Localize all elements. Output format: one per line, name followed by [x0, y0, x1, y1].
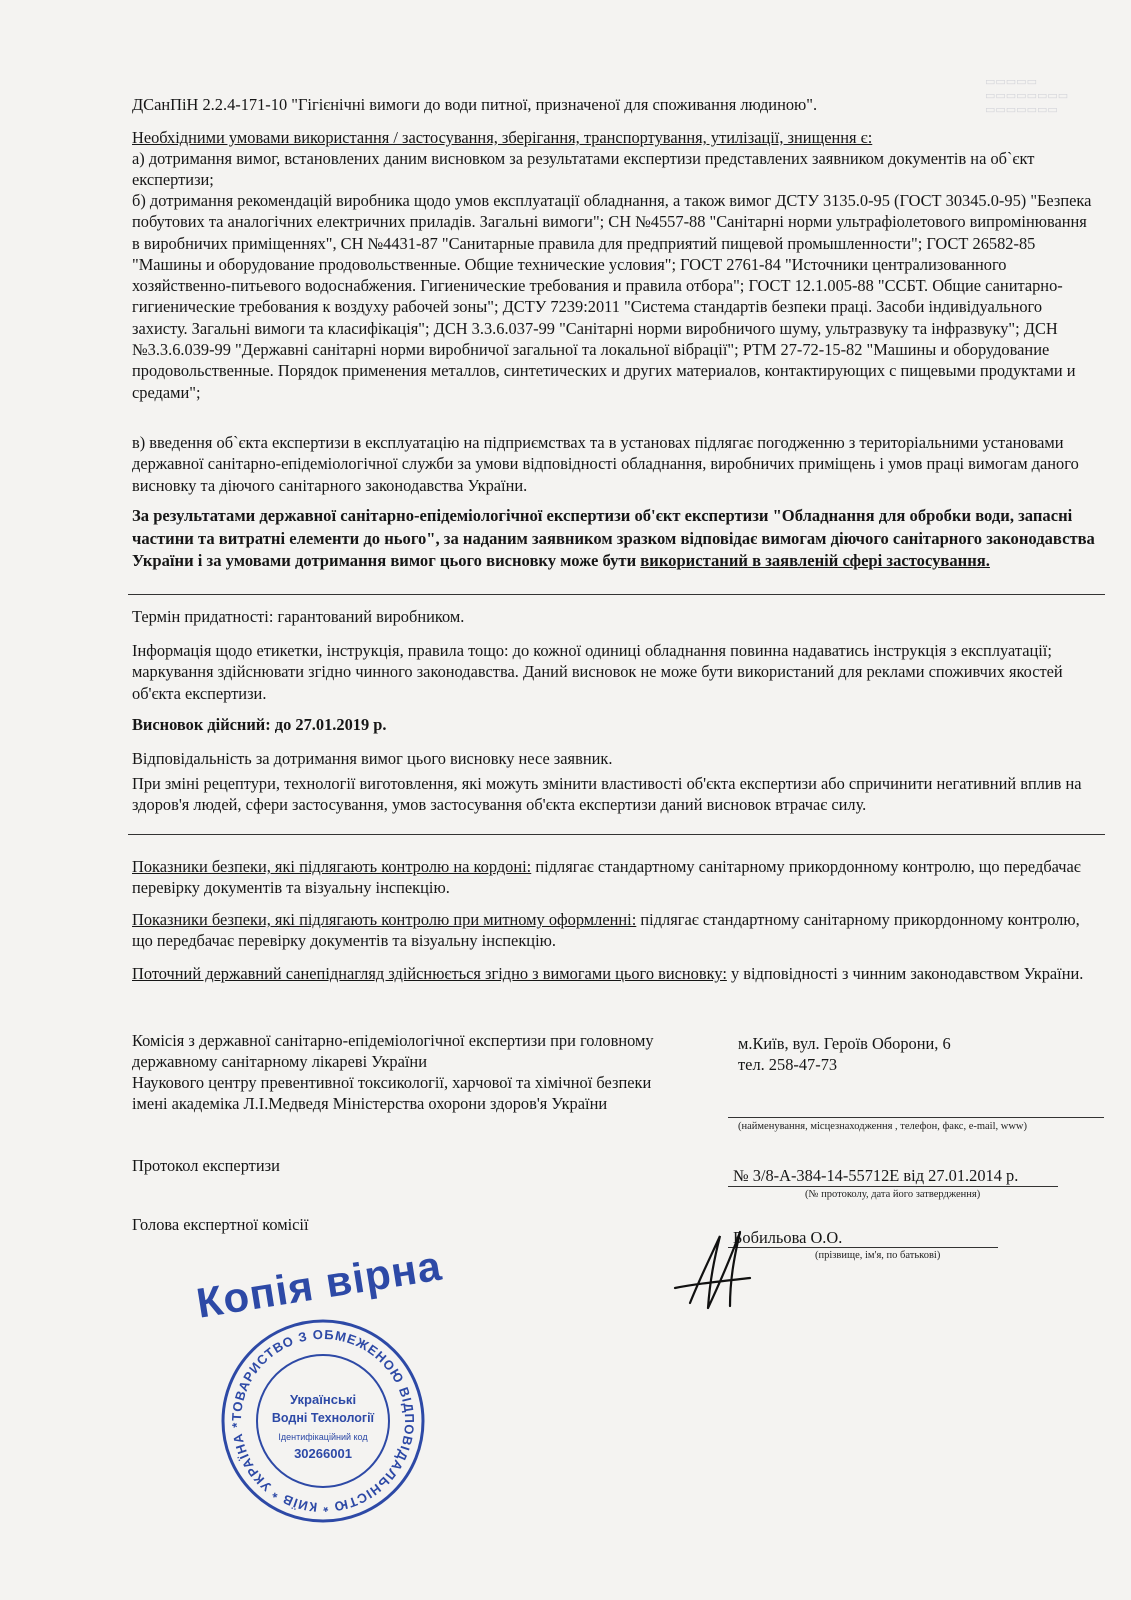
stamp-title: Копія вірна — [193, 1241, 445, 1327]
customs-control-text: підлягає стандартному санітарному прикордонному контролю, що передбачає перевірку документів та візуальну інспекцію. — [132, 910, 1080, 951]
caption-chair: (прізвище, ім'я, по батькові) — [815, 1250, 941, 1261]
border-control-text: підлягає стандартному санітарному прикордонному контролю, що передбачає перевірку документів та візуальну інспекцію. — [132, 857, 1081, 898]
commission-line-2: державному санітарному лікареві України — [132, 1052, 427, 1071]
protocol-value: № 3/8-А-384-14-55712Е від 27.01.2014 р. — [733, 1166, 1019, 1185]
customs-control-heading: Показники безпеки, які підлягають контролю при митному оформленні: — [132, 910, 637, 929]
condition-a: а) дотримання вимог, встановлених даним висновком за результатами експертизи представлених заявником документів на об`єкт експертизи; — [132, 149, 1035, 190]
conclusion-main — [132, 505, 1097, 573]
chair-label: Голова експертної комісії — [132, 1215, 309, 1234]
conclusion-main-text: За результатами державної санітарно-епідеміологічної експертизи об'єкт експертизи "Обладнання для обробки води, запасні частини та витратні елементи до нього", за наданим заявником зразком відповідає вимогам діючого санітарного законодавства України і за умовами дотримання вимог цього висновку може бути — [132, 506, 1095, 570]
chair-name: Бобильова О.О. — [733, 1228, 843, 1247]
seal-id-label: Ідентифікаційний код — [278, 1432, 368, 1442]
commission-line-1: Комісія з державної санітарно-епідеміологічної експертизи при головному — [132, 1031, 654, 1050]
divider — [128, 594, 1105, 595]
address: м.Київ, вул. Героїв Оборони, 6 — [738, 1034, 951, 1053]
border-control-heading: Показники безпеки, які підлягають контролю на кордоні: — [132, 857, 532, 876]
divider — [128, 834, 1105, 835]
company-seal — [218, 1316, 428, 1526]
border-control — [132, 856, 1097, 899]
customs-control — [132, 909, 1097, 952]
condition-b: б) дотримання рекомендацій виробника щодо умов експлуатації обладнання, а також вимог ДСТУ 3135.0-95 (ГОСТ 30345.0-95) "Безпека побутових та аналогічних електричних приладів. Загальні вимоги"; СН №4557-88 "Санітарні норми ультрафіолетового випромінювання в виробничих приміщеннях", СН №4431-87 "Санитарные правила для предприятий пищевой промышленности"; ГОСТ 26582-85 "Машины и оборудование продовольственные. Общие технические условия"; ГОСТ 2761-84 "Источники централизованного хозяйственно-питьевого водоснабжения. Гигиенические требования и правила отбора"; ГОСТ 12.1.005-88 "ССБТ. Общие санитарно-гигиенические требования к воздуху рабочей зоны"; ДСТУ 7239:2011 "Система стандартів безпеки праці. Засоби індивідуального захисту. Загальні вимоги та класифікація"; ДСН 3.3.6.037-99 "Санітарні норми виробничого шуму, ультразвуку та інфразвуку"; ДСН №3.3.6.039-99 "Державні санітарні норми виробничої загальної та локальної вібрації"; РТМ 27-72-15-82 "Машины и оборудование продовольственные. Порядок применения металлов, синтетических и других материалов, контактирующих с пищевыми продуктами и средами"; — [132, 191, 1092, 402]
changes-clause: При зміні рецептури, технології виготовлення, які можуть змінити властивості об'єкта експертизи або спричинити негативний вплив на здоров'я людей, сфери застосування, умов застосування об'єкта експертизи даний висновок втрачає силу. — [132, 774, 1082, 815]
sanpin-line: ДСанПіН 2.2.4-171-10 "Гігієнічні вимоги до води питної, призначеної для споживання людиною". — [132, 95, 818, 114]
divider — [728, 1117, 1104, 1118]
divider — [728, 1186, 1058, 1187]
commission-line-3: Наукового центру превентивної токсикології, харчової та хімічної безпеки — [132, 1073, 652, 1092]
label-info: Інформація щодо етикетки, інструкція, правила тощо: до кожної одиниці обладнання повинна надаватись інструкція з експлуатації; маркування здійснювати згідно чинного законодавства. Даний висновок не може бути використаний для реклами споживчих якостей об'єкта експертизи. — [132, 641, 1063, 703]
commission-line-4: імені академіка Л.І.Медведя Міністерства охорони здоров'я України — [132, 1094, 608, 1113]
caption-protocol: (№ протоколу, дата його затвердження) — [805, 1189, 981, 1200]
phone: тел. 258-47-73 — [738, 1055, 838, 1074]
responsibility: Відповідальність за дотримання вимог цього висновку несе заявник. — [132, 749, 613, 768]
protocol-label: Протокол експертизи — [132, 1156, 280, 1175]
shelf-life: Термін придатності: гарантований виробником. — [132, 607, 465, 626]
caption-name: (найменування, місцезнаходження , телефон, факс, e-mail, www) — [738, 1121, 1028, 1132]
seal-company-line-1: Українські — [289, 1392, 357, 1407]
supervision-heading: Поточний державний санепіднагляд здійснюється згідно з вимогами цього висновку: — [132, 964, 727, 983]
valid-until: Висновок дійсний: до 27.01.2019 р. — [132, 715, 387, 734]
seal-id-code: 30266001 — [294, 1446, 352, 1461]
signature — [670, 1218, 760, 1318]
seal-ring-text: ТОВАРИСТВО З ОБМЕЖЕНОЮ ВІДПОВІДАЛЬНІСТЮ * КИЇВ * УКРАЇНА * — [228, 1326, 418, 1516]
supervision — [132, 963, 1097, 984]
supervision-text: у відповідності з чинним законодавством України. — [726, 964, 1084, 983]
seal-company-line-2: Водні Технології — [271, 1411, 375, 1425]
conditions-heading: Необхідними умовами використання / застосування, зберігання, транспортування, утилізації, знищення є: — [132, 128, 873, 147]
condition-c: в) введення об`єкта експертизи в експлуатацію на підприємствах та в установах підлягає погодженню з територіальними установами державної санітарно-епідеміологічної служби за умови відповідності обладнання, виробничих приміщень і умов праці вимогам даного висновку та діючого санітарного законодавства України. — [132, 433, 1079, 495]
divider — [728, 1247, 998, 1248]
bleed-through-text: ▭▭▭▭▭ ▭▭▭▭▭▭▭▭ ▭▭▭▭▭▭▭ — [985, 76, 1069, 116]
conclusion-tail: використаний в заявленій сфері застосування. — [640, 551, 990, 570]
